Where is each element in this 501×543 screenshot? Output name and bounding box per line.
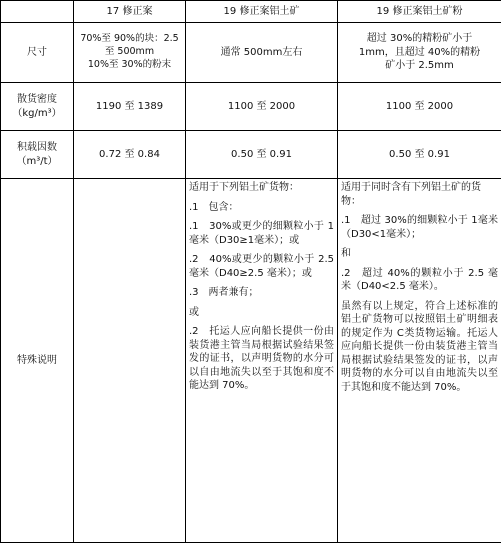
size-fines-line: 1mm，且超过 40%的精粉 xyxy=(358,46,481,58)
density-amendment-19-bauxite: 1100 至 2000 xyxy=(186,83,338,131)
size-amendment-17-line: 70%至 90%的块：2.5 xyxy=(80,33,179,45)
header-row xyxy=(1,1,501,23)
note-paragraph: 和 xyxy=(341,248,351,259)
note-paragraph: .1 超过 30%的细颗粒小于 1毫米（D30<1毫米）； xyxy=(341,215,498,240)
stowage-amendment-19-fines: 0.50 至 0.91 xyxy=(338,131,501,179)
size-amendment-17-line: 至 500mm xyxy=(104,46,155,58)
header-col-amendment-19-bauxite: 19 修正案铝土矿 xyxy=(186,1,338,23)
special-amendment-17 xyxy=(74,179,186,543)
header-col-amendment-17: 17 修正案 xyxy=(74,1,186,23)
note-paragraph: .2 40%或更少的颗粒小于 2.5 毫米（D40≥2.5 毫米）；或 xyxy=(189,254,334,279)
stowage-amendment-19-bauxite: 0.50 至 0.91 xyxy=(186,131,338,179)
note-paragraph: .2 托运人应向船长提供一份由装货港主管当局根据试验结果签发的证书，以声明货物的水分可以自由地流失以至于其饱和度不能达到 70%。 xyxy=(189,326,334,391)
special-amendment-19-bauxite xyxy=(186,179,338,543)
density-unit: （kg/m³） xyxy=(12,107,62,119)
special-label: 特殊说明 xyxy=(1,179,74,543)
stowage-label-cell xyxy=(1,131,74,179)
density-label: 散货密度 xyxy=(17,94,57,105)
size-amendment-17 xyxy=(74,23,186,83)
note-paragraph: .3 两者兼有； xyxy=(189,287,259,298)
special-amendment-19-fines xyxy=(338,179,501,543)
size-label: 尺寸 xyxy=(1,23,74,83)
size-amendment-19-bauxite: 通常 500mm左右 xyxy=(186,23,338,83)
header-col-amendment-19-bauxite-fines: 19 修正案铝土矿粉 xyxy=(338,1,501,23)
special-notes-row xyxy=(1,179,501,543)
density-row xyxy=(1,83,501,131)
note-paragraph: .1 包含： xyxy=(189,201,239,213)
density-amendment-17: 1190 至 1389 xyxy=(74,83,186,131)
note-paragraph: 虽然有以上规定，符合上述标准的铝土矿货物可以按照铝土矿明细表的规定作为 C类货物运输。托运人应向船长提供一份由装货港主管当局根据试验结果签发的证书，以声明货物的水分可以自由地流失以至于其饱和度不能达到 70%。 xyxy=(341,300,498,393)
size-amendment-17-line: 10%至 30%的粉末 xyxy=(87,58,172,70)
note-paragraph: 或 xyxy=(189,306,199,318)
stowage-unit: （m³/t） xyxy=(16,155,58,167)
note-paragraph: 适用于同时含有下列铝土矿的货物： xyxy=(341,182,481,207)
stowage-label: 积载因数 xyxy=(17,142,57,153)
header-empty-cell xyxy=(1,1,74,23)
density-label-cell xyxy=(1,83,74,131)
note-paragraph: .2 超过 40%的颗粒小于 2.5 毫米（D40<2.5 毫米）。 xyxy=(341,267,498,292)
stowage-amendment-17: 0.72 至 0.84 xyxy=(74,131,186,179)
size-fines-line: 超过 30%的精粉矿小于 xyxy=(366,33,473,45)
size-row xyxy=(1,23,501,83)
note-paragraph: .1 30%或更少的细颗粒小于 1毫米（D30≥1毫米）；或 xyxy=(189,221,334,246)
density-amendment-19-fines: 1100 至 2000 xyxy=(338,83,501,131)
size-amendment-19-fines xyxy=(338,23,501,83)
size-fines-line: 矿小于 2.5mm xyxy=(385,60,454,72)
note-paragraph: 适用于下列铝土矿货物： xyxy=(189,182,299,193)
stowage-row xyxy=(1,131,501,179)
